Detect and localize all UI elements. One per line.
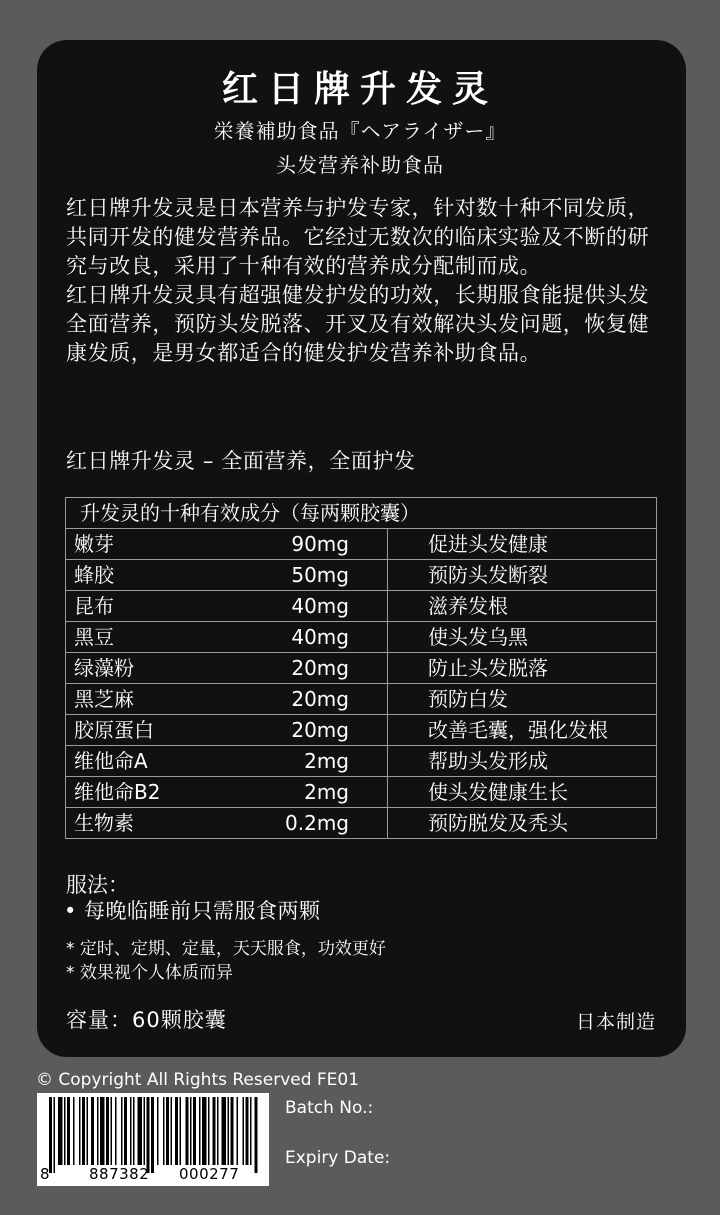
ingredient-effect: 预防白发 xyxy=(388,684,657,715)
barcode-bar xyxy=(250,1097,252,1165)
barcode-bar xyxy=(115,1097,117,1165)
ingredient-name: 生物素 xyxy=(66,808,240,839)
ingredient-amount: 40mg xyxy=(239,622,388,653)
table-row xyxy=(66,684,657,715)
capacity: 容量：60颗胶囊 xyxy=(66,1008,227,1032)
barcode-group-left: 887382 xyxy=(89,1165,150,1183)
ingredient-effect: 帮助头发形成 xyxy=(388,746,657,777)
ingredient-amount: 50mg xyxy=(239,560,388,591)
ingredient-effect: 使头发乌黑 xyxy=(388,622,657,653)
barcode-bar xyxy=(97,1097,99,1165)
table-header-row xyxy=(66,498,657,529)
barcode-bar xyxy=(171,1097,173,1165)
barcode-bar xyxy=(58,1097,63,1165)
ingredient-name: 昆布 xyxy=(66,591,240,622)
ingredient-amount: 20mg xyxy=(239,715,388,746)
usage-item: • 每晚临睡前只需服食两颗 xyxy=(64,899,321,923)
table-header: 升发灵的十种有效成分（每两颗胶囊） xyxy=(66,498,657,529)
barcode-bar xyxy=(190,1097,192,1165)
barcode-bar xyxy=(124,1097,127,1165)
barcode-bar xyxy=(151,1097,154,1173)
ingredient-name: 胶原蛋白 xyxy=(66,715,240,746)
ingredient-effect: 滋养发根 xyxy=(388,591,657,622)
product-description xyxy=(66,194,666,368)
barcode-bar xyxy=(202,1097,207,1165)
barcode-digits xyxy=(37,1164,269,1184)
ingredient-effect: 预防头发断裂 xyxy=(388,560,657,591)
ingredient-name: 绿藻粉 xyxy=(66,653,240,684)
table-row xyxy=(66,715,657,746)
barcode-bar xyxy=(147,1097,150,1173)
note-2: * 效果视个人体质而异 xyxy=(66,963,233,983)
barcode-bar xyxy=(133,1097,135,1165)
barcode-bar xyxy=(228,1097,230,1165)
barcode-bar xyxy=(67,1097,70,1165)
ingredient-amount: 20mg xyxy=(239,653,388,684)
barcode-group-right: 000277 xyxy=(179,1165,240,1183)
barcode-bar xyxy=(246,1097,249,1165)
ingredient-effect: 使头发健康生长 xyxy=(388,777,657,808)
country-of-origin: 日本制造 xyxy=(575,1011,656,1033)
barcode-bar xyxy=(213,1097,216,1165)
ingredient-amount: 20mg xyxy=(239,684,388,715)
subtitle-chinese: 头发营养补助食品 xyxy=(276,153,444,177)
description-paragraph-2: 红日牌升发灵具有超强健发护发的功效，长期服食能提供头发全面营养，预防头发脱落、开叉及有效解决头发问题，恢复健康发质，是男女都适合的健发护发营养补助食品。 xyxy=(66,283,650,365)
subtitle-japanese: 栄養補助食品『ヘアライザー』 xyxy=(213,119,507,143)
barcode-bar xyxy=(73,1097,75,1165)
table-row xyxy=(66,591,657,622)
table-row xyxy=(66,746,657,777)
barcode-bar xyxy=(243,1097,245,1165)
barcode-bar xyxy=(180,1097,182,1165)
ingredient-amount: 40mg xyxy=(239,591,388,622)
barcode-bar xyxy=(54,1097,56,1173)
table-row xyxy=(66,777,657,808)
barcode-bar xyxy=(163,1097,165,1165)
note-1: * 定时、定期、定量，天天服食，功效更好 xyxy=(66,939,386,959)
table-row xyxy=(66,808,657,839)
barcode-bar xyxy=(64,1097,66,1165)
barcode-bar xyxy=(91,1097,94,1165)
ingredient-effect: 改善毛囊，强化发根 xyxy=(388,715,657,746)
barcode-bar xyxy=(87,1097,89,1165)
barcode-bar xyxy=(208,1097,210,1165)
ingredient-amount: 2mg xyxy=(239,777,388,808)
barcode-bar xyxy=(231,1097,234,1165)
barcode-bar xyxy=(186,1097,189,1165)
barcode-bar xyxy=(111,1097,113,1165)
table-row xyxy=(66,653,657,684)
barcode-bar xyxy=(193,1097,196,1165)
barcode-bar xyxy=(130,1097,132,1165)
expiry-label: Expiry Date: xyxy=(285,1148,391,1168)
ingredient-name: 黑芝麻 xyxy=(66,684,240,715)
ingredient-amount: 2mg xyxy=(239,746,388,777)
ingredient-name: 嫩芽 xyxy=(66,529,240,560)
ingredient-effect: 预防脱发及秃头 xyxy=(388,808,657,839)
ingredient-amount: 90mg xyxy=(239,529,388,560)
ingredient-effect: 防止头发脱落 xyxy=(388,653,657,684)
barcode-bar xyxy=(157,1097,159,1165)
barcode-bar xyxy=(175,1097,178,1165)
copyright-text: © Copyright All Rights Reserved FE01 xyxy=(36,1070,360,1090)
slogan: 红日牌升发灵 – 全面营养，全面护发 xyxy=(66,449,416,473)
barcode-bar xyxy=(166,1097,169,1165)
table-row xyxy=(66,529,657,560)
barcode-bar xyxy=(199,1097,201,1165)
ingredients-table xyxy=(65,497,657,839)
barcode-bar xyxy=(255,1097,258,1173)
barcode-bar xyxy=(79,1097,81,1165)
barcode-bar xyxy=(138,1097,143,1165)
barcode-bar xyxy=(144,1097,146,1165)
ingredient-name: 蜂胶 xyxy=(66,560,240,591)
ingredient-name: 黑豆 xyxy=(66,622,240,653)
brand-title: 红日牌升发灵 xyxy=(221,69,498,110)
barcode-bar xyxy=(49,1097,52,1173)
barcode-bar xyxy=(121,1097,123,1165)
barcode xyxy=(37,1093,269,1186)
ingredient-effect: 促进头发健康 xyxy=(388,529,657,560)
usage-heading: 服法： xyxy=(66,873,129,897)
barcode-digit-first: 8 xyxy=(40,1165,50,1183)
barcode-bar xyxy=(82,1097,85,1165)
barcode-bar xyxy=(100,1097,105,1165)
barcode-bar xyxy=(106,1097,109,1165)
ingredient-name: 维他命A xyxy=(66,746,240,777)
ingredient-amount: 0.2mg xyxy=(239,808,388,839)
ingredient-name: 维他命B2 xyxy=(66,777,240,808)
table-row xyxy=(66,622,657,653)
description-paragraph-1: 红日牌升发灵是日本营养与护发专家，针对数十种不同发质，共同开发的健发营养品。它经过无数次的临床实验及不断的研究与改良，采用了十种有效的营养成分配制而成。 xyxy=(66,196,650,278)
barcode-bar xyxy=(222,1097,227,1165)
batch-label: Batch No.: xyxy=(285,1098,374,1118)
barcode-bar xyxy=(217,1097,219,1165)
table-row xyxy=(66,560,657,591)
barcode-bar xyxy=(237,1097,239,1165)
